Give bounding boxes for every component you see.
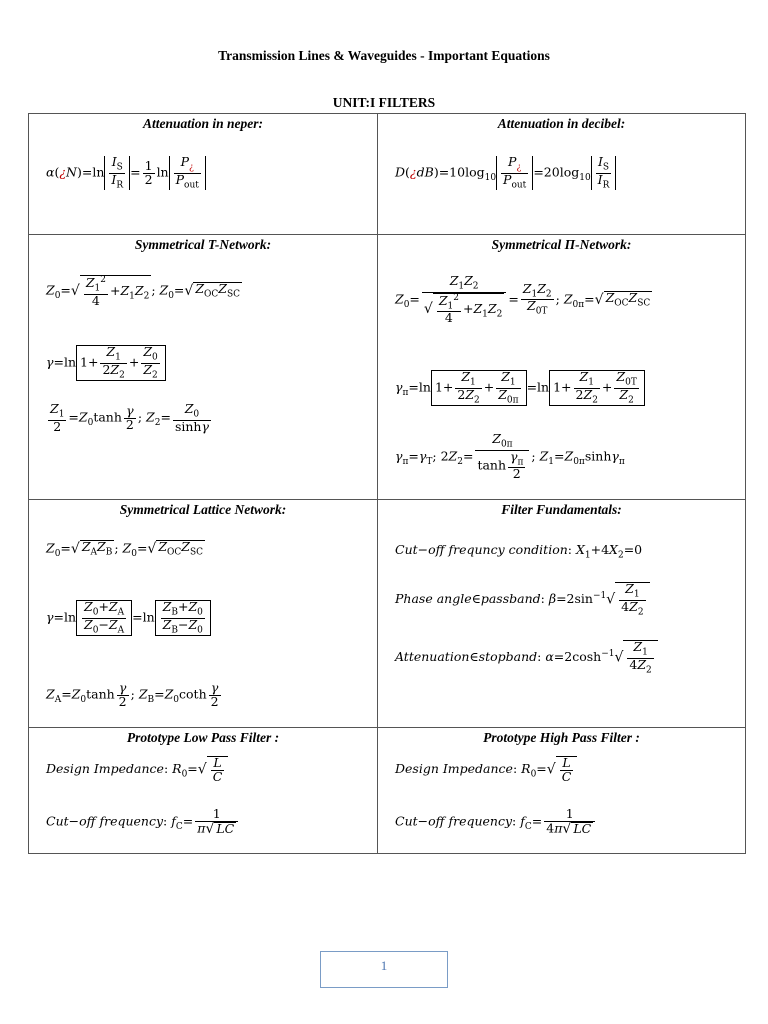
heading-high-pass: Prototype High Pass Filter : (483, 730, 640, 745)
equation-attenuation-neper: α(¿N)=ln $\frac{I_S}{I_R}$ = $\frac{1}{2}$ ln $\frac{P_¿}{P_{out}}$ (46, 156, 206, 190)
heading-attenuation-decibel: Attenuation in decibel: (497, 116, 626, 131)
equation-lpf-cutoff: Cut−off frequency: $f_C=$ $\frac{1}{\pi√ LC}$ (46, 808, 240, 836)
document-title: Transmission Lines & Waveguides - Important Equations (218, 48, 550, 63)
equation-pi-gamma: $\gamma_\pi=\ln$ 1+ $\frac{Z_1}{2Z_2}$ + $\frac{Z_1}{Z_{0\pi}}$ =ln 1+ $\frac{Z_1}{2Z_2}$ + $\frac{Z_{0T}}{Z_2}$ (395, 370, 645, 406)
heading-symmetrical-t: Symmetrical T-Network: (134, 237, 272, 252)
equation-lattice-gamma: γ=ln $\frac{Z_0+Z_A}{Z_0-Z_A}$ =ln $\frac{Z_B+Z_0}{Z_B-Z_0}$ (46, 600, 211, 636)
equations-table (28, 113, 746, 854)
cell-low-pass (29, 728, 378, 854)
cell-attenuation-neper (29, 114, 378, 235)
heading-symmetrical-pi: Symmetrical Π-Network: (491, 237, 632, 252)
cell-filter-fundamentals (378, 500, 746, 728)
unit-title: UNIT:I FILTERS (332, 95, 436, 110)
equation-phase-angle: Phase angle∈passband: $\beta=2\sin^{-1}√$ $\frac{Z_1}{4Z_2}$ (395, 582, 650, 617)
cell-attenuation-decibel (378, 114, 746, 235)
equation-attenuation-stopband: Attenuation∈stopband: $\alpha=2\cosh^{-1}√$ $\frac{Z_1}{4Z_2}$ (395, 640, 658, 675)
equation-t-tanh: $\frac{Z_1}{2}$ $=Z_0\tanh$ $\frac{\gamma}{2}$ ; $Z_2=$ $\frac{Z_0}{\sinh\gamma}$ (50, 401, 209, 434)
equation-cutoff-condition: Cut−off frequncy condition: $X_1+4X_2=0$ (395, 542, 643, 561)
equation-t-gamma: γ=ln 1+ $\frac{Z_1}{2Z_2}$ + $\frac{Z_0}{Z_2}$ (46, 345, 166, 381)
cell-symmetrical-pi (378, 235, 746, 500)
equation-t-z0: $Z_0=√$ $\frac{Z_1^2}{4}$ $+Z_1Z_2$ ; $Z_0=√$ $Z_{OC}Z_{SC}$ (46, 275, 241, 308)
heading-attenuation-neper: Attenuation in neper: (142, 116, 264, 131)
equation-lattice-z0: $Z_0=√$ $Z_AZ_B$ ; $Z_0=√$ $Z_{OC}Z_{SC}$ (46, 539, 204, 559)
page-number-box (320, 951, 448, 988)
equation-lpf-impedance: Design Impedance: $R_0=√$ $\frac{L}{C}$ (46, 756, 228, 783)
equation-pi-tanh: $\gamma_\pi=\gamma_T$; $2Z_2=$ $Z_{0\pi}$ tanh $\frac{\gamma_\pi}{2}$ ; $Z_1=Z_{0\pi}\sinh\gamma_\pi$ (395, 431, 625, 481)
cell-high-pass (378, 728, 746, 854)
equation-pi-z0: $Z_0=$ $Z_1Z_2$ √ $\frac{Z_1^2}{4}$ $+Z_1Z_2$ = $\frac{Z_1Z_2}{Z_{0T}}$ ; $Z_{0\pi}=√$ $Z_{OC}Z_{SC}$ (395, 273, 651, 326)
equation-hpf-cutoff: Cut−off frequency: $f_C=$ $\frac{1}{4\pi√ LC}$ (395, 808, 597, 836)
page-number: 1 (380, 958, 388, 973)
cell-lattice (29, 500, 378, 728)
equation-hpf-impedance: Design Impedance: $R_0=√$ $\frac{L}{C}$ (395, 756, 577, 783)
heading-filter-fundamentals: Filter Fundamentals: (501, 502, 622, 517)
cell-symmetrical-t (29, 235, 378, 500)
equation-lattice-tanh: $Z_A=Z_0\tanh$ $\frac{\gamma}{2}$ ; $Z_B=Z_0\cot h$ $\frac{\gamma}{2}$ (46, 680, 219, 709)
equation-attenuation-decibel: $D(¿dB)=10\log_{10}$ $\frac{P_¿}{P_{out}}$ $=20\log_{10}$ $\frac{I_S}{I_R}$ (395, 156, 616, 190)
heading-lattice: Symmetrical Lattice Network: (119, 502, 287, 517)
heading-low-pass: Prototype Low Pass Filter : (126, 730, 280, 745)
